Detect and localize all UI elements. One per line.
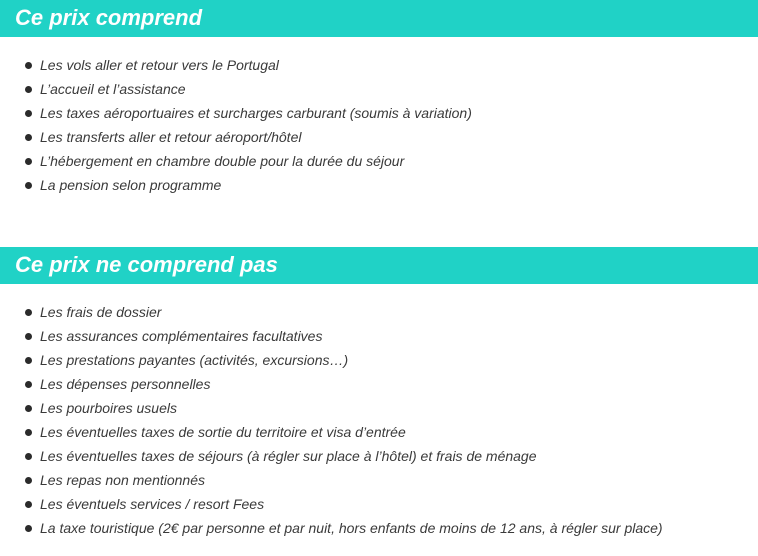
list-item xyxy=(0,420,663,444)
bullet-icon xyxy=(25,309,32,316)
bullet-icon xyxy=(25,158,32,165)
list-item xyxy=(0,516,663,540)
list-item-text: Les dépenses personnelles xyxy=(40,376,211,392)
list-item-text: Les prestations payantes (activités, excursions…) xyxy=(40,352,349,368)
bullet-icon xyxy=(25,453,32,460)
list-item-text: Les pourboires usuels xyxy=(40,400,177,416)
bullet-icon xyxy=(25,86,32,93)
bullet-icon xyxy=(25,525,32,532)
list-item-text: La taxe touristique (2€ par personne et par nuit, hors enfants de moins de 12 ans, à régler sur place) xyxy=(40,520,663,536)
list-item xyxy=(0,77,472,101)
list-item-text: La pension selon programme xyxy=(40,177,222,193)
list-item xyxy=(0,101,472,125)
bullet-icon xyxy=(25,357,32,364)
section-header-excluded xyxy=(0,247,758,284)
list-item-text: Les repas non mentionnés xyxy=(40,472,205,488)
list-item xyxy=(0,173,472,197)
list-item xyxy=(0,348,663,372)
bullet-icon xyxy=(25,110,32,117)
list-item-text: L’hébergement en chambre double pour la durée du séjour xyxy=(40,153,405,169)
list-item xyxy=(0,125,472,149)
bullet-icon xyxy=(25,429,32,436)
section-header-included xyxy=(0,0,758,37)
list-item xyxy=(0,396,663,420)
list-item-text: Les transferts aller et retour aéroport/hôtel xyxy=(40,129,302,145)
list-item xyxy=(0,468,663,492)
list-item-text: Les vols aller et retour vers le Portugal xyxy=(40,57,279,73)
list-item-text: Les éventuelles taxes de séjours (à régler sur place à l’hôtel) et frais de ménage xyxy=(40,448,537,464)
section-title-included: Ce prix comprend xyxy=(15,5,203,30)
bullet-icon xyxy=(25,477,32,484)
list-item xyxy=(0,149,472,173)
bullet-icon xyxy=(25,381,32,388)
bullet-icon xyxy=(25,134,32,141)
section-title-excluded: Ce prix ne comprend pas xyxy=(15,252,278,277)
bullet-icon xyxy=(25,182,32,189)
bullet-icon xyxy=(25,62,32,69)
bullet-icon xyxy=(25,501,32,508)
list-item-text: Les assurances complémentaires facultatives xyxy=(40,328,323,344)
list-item-text: Les taxes aéroportuaires et surcharges carburant (soumis à variation) xyxy=(40,105,472,121)
list-item-text: L’accueil et l’assistance xyxy=(40,81,186,97)
list-item xyxy=(0,324,663,348)
list-item xyxy=(0,444,663,468)
bullet-icon xyxy=(25,405,32,412)
excluded-list xyxy=(0,300,663,540)
list-item-text: Les éventuelles taxes de sortie du territoire et visa d’entrée xyxy=(40,424,406,440)
list-item-text: Les frais de dossier xyxy=(40,304,162,320)
list-item xyxy=(0,492,663,516)
list-item xyxy=(0,53,472,77)
list-item xyxy=(0,372,663,396)
list-item-text: Les éventuels services / resort Fees xyxy=(40,496,265,512)
included-list xyxy=(0,53,472,197)
list-item xyxy=(0,300,663,324)
bullet-icon xyxy=(25,333,32,340)
